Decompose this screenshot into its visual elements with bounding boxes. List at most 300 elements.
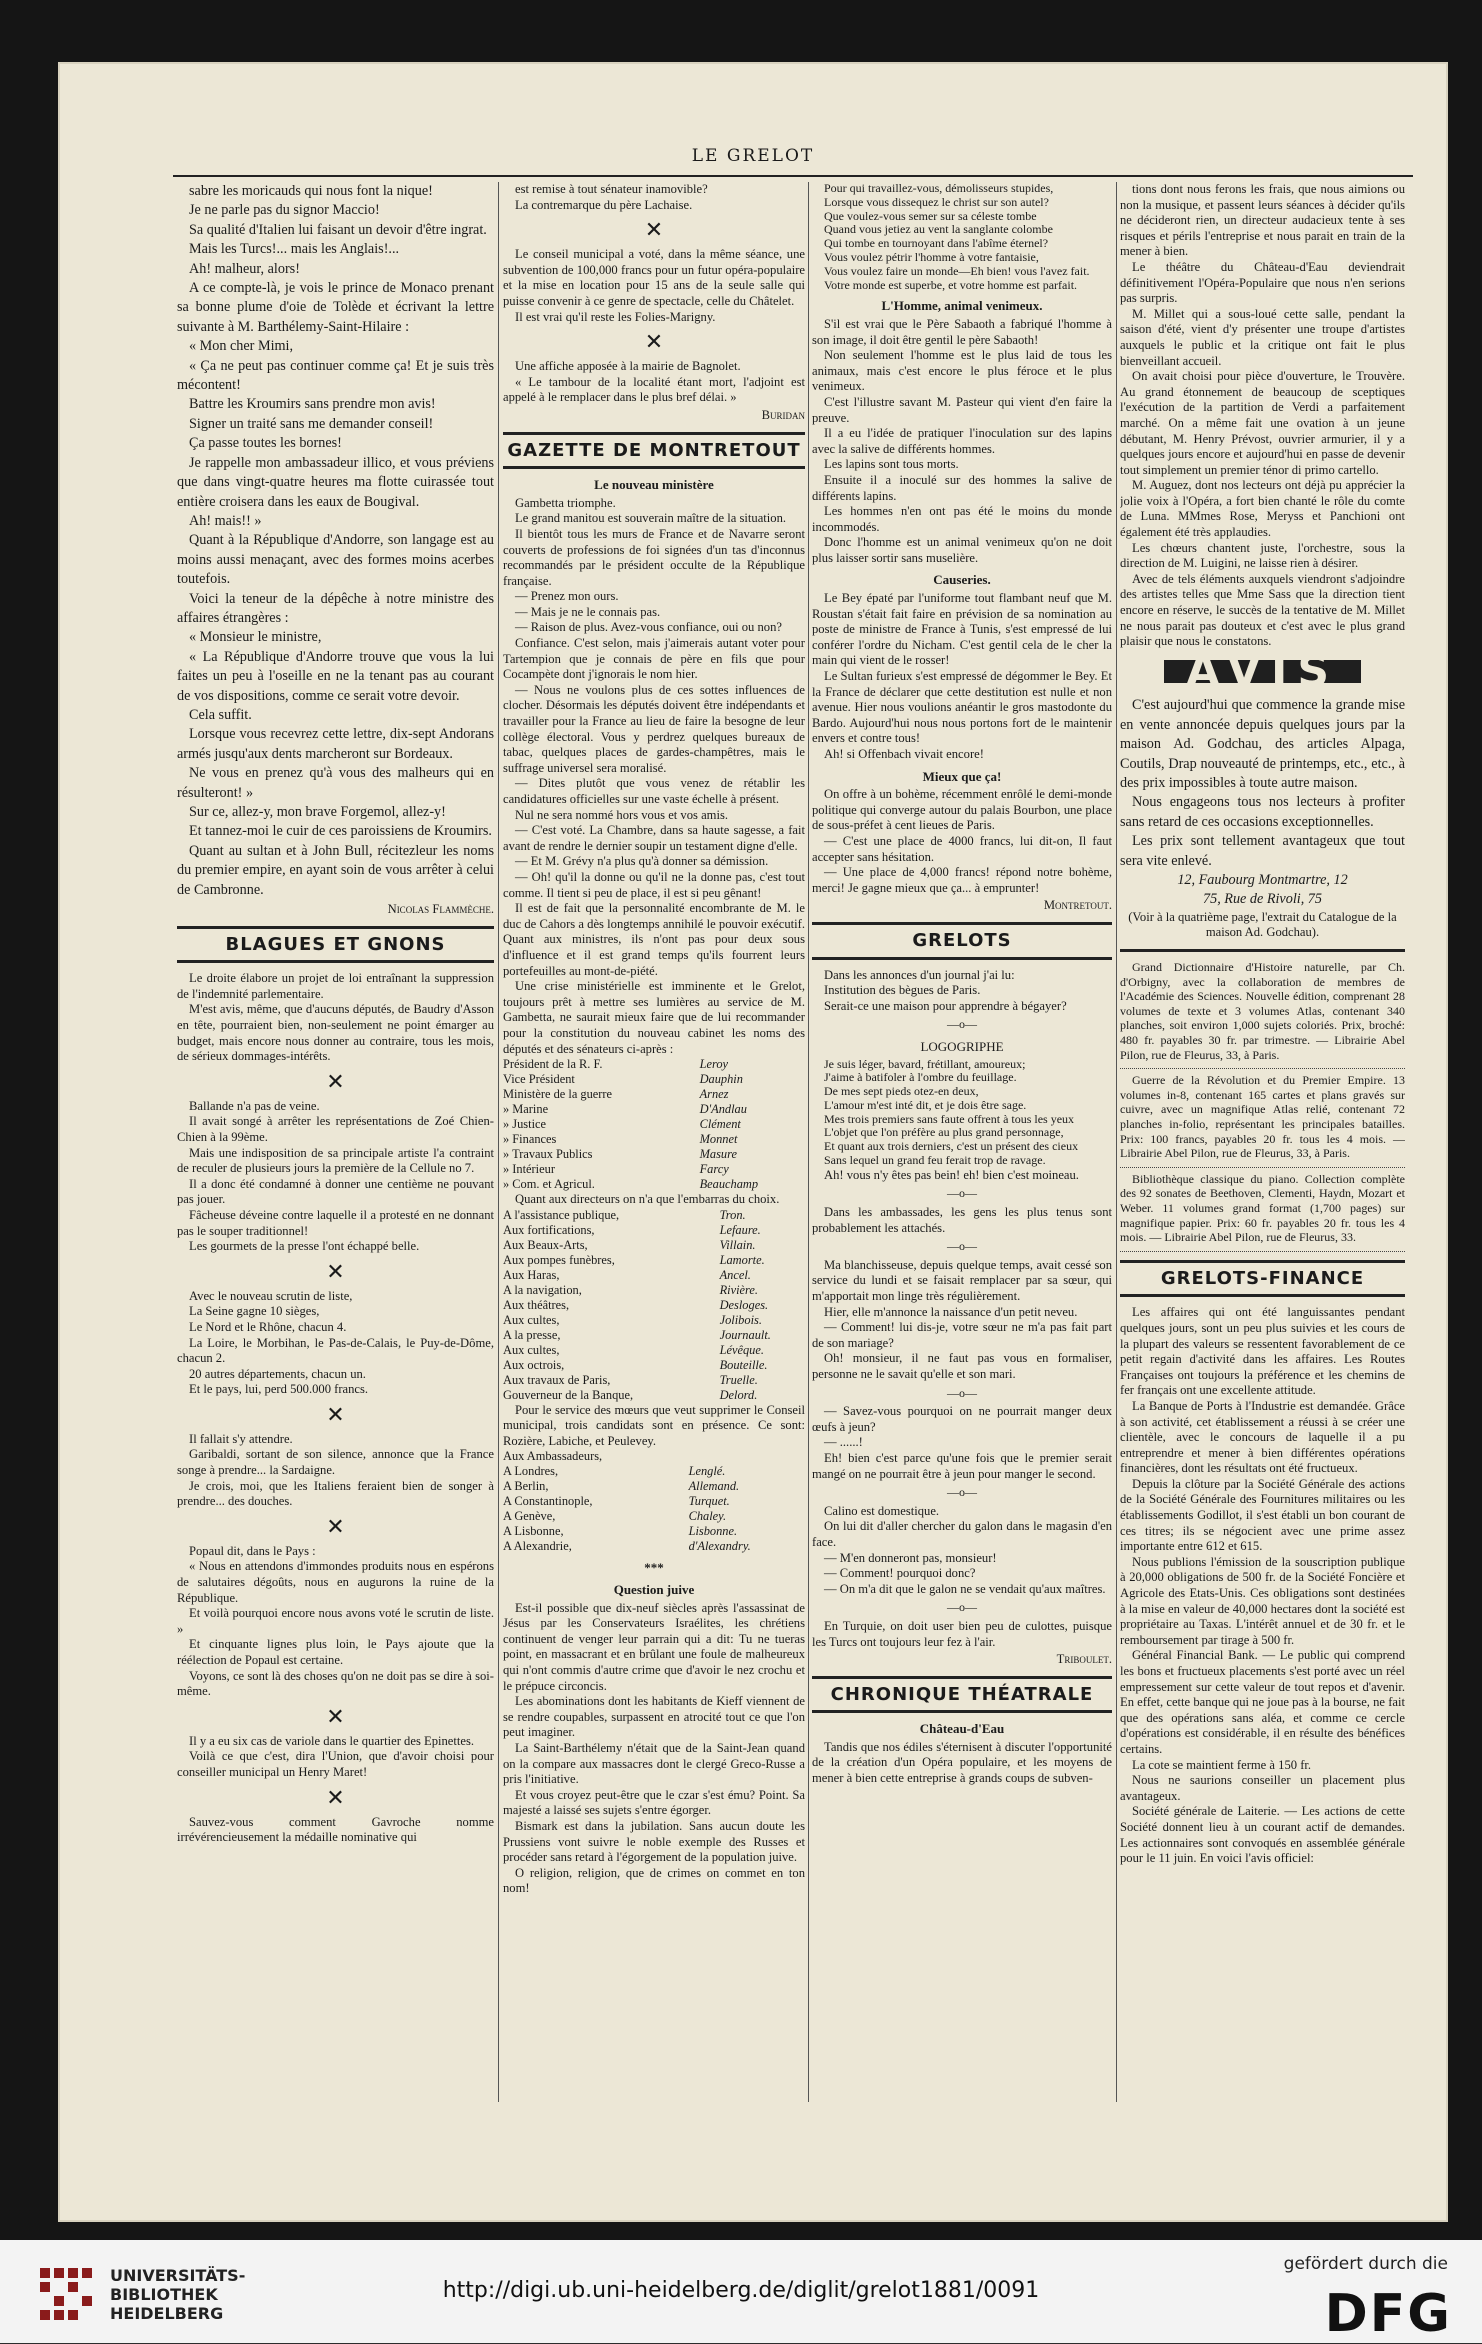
- list-name: Clément: [699, 1117, 741, 1132]
- separator-cross: ✕: [326, 1784, 345, 1810]
- avis-address: 12, Faubourg Montmartre, 12: [1177, 872, 1348, 889]
- paragraph: M. Auguez, dont nos lecteurs ont déjà pu apprécier la jolie voix à l'Opéra, a fort bien chanté le rôle du comte de Luna. MMmes Rose, Meryss et Panchioni ont également été très applaudies.: [1120, 478, 1405, 540]
- blague: [177, 1099, 494, 1255]
- separator: —o—: [947, 1485, 977, 1500]
- paragraph: Et quant aux trois derniers, c'est un présent des cieux: [824, 1139, 1079, 1154]
- header-rule: [173, 175, 1413, 177]
- paragraph: — Comment! lui dis-je, votre sœur ne m'a pas fait part de son mariage?: [812, 1320, 1112, 1350]
- list-name: [689, 1449, 805, 1464]
- list-row: [503, 1313, 805, 1328]
- paragraph: Popaul dit, dans le Pays :: [189, 1543, 316, 1558]
- paragraph: Les chœurs chantent juste, l'orchestre, sous la direction de M. Luigini, ne laisse rien à désirer.: [1120, 540, 1405, 571]
- subheading: LOGOGRIPHE: [920, 1038, 1004, 1054]
- subheading: Château-d'Eau: [919, 1721, 1005, 1737]
- book-ad: Grand Dictionnaire d'Histoire naturelle, par Ch. d'Orbigny, avec la collaboration de membres de l'Académie des Sciences. Nouvelle édition, comprenant 28 volumes de texte et 3 volumes Atlas, contenant 340 planches, soit environ 1,000 sujets coloriés. Prix, broché: 480 fr. payables 30 fr. par trimestre. — Librairie Abel Pilon, rue de Fleurus, 33, à Paris.: [1120, 960, 1405, 1062]
- subheading: Mieux que ça!: [922, 768, 1002, 784]
- paragraph: Il est vrai qu'il reste les Folies-Marigny.: [515, 309, 716, 324]
- paragraph: « Nous en attendons d'immondes produits nous en espérons de salutaires dégoûts, nous en augurons la ruine de la République.: [177, 1559, 494, 1605]
- list-role: » Travaux Publics: [503, 1147, 593, 1162]
- paragraph: Une crise ministérielle est imminente et le Grelot, toujours prêt à mettre ses lumières au service de M. Gambetta, ne saurait mieux faire que de lui recommander pour la constitution du nouveau cabinet les noms des députés et des sénateurs ci-après :: [503, 979, 805, 1056]
- list-role: Aux travaux de Paris,: [503, 1372, 611, 1387]
- paragraph: — M'en donneront pas, monsieur!: [824, 1550, 997, 1565]
- list-row: [503, 1283, 805, 1298]
- list-role: A l'assistance publique,: [503, 1207, 620, 1222]
- list-role: Aux octrois,: [503, 1357, 565, 1372]
- list-row: [503, 1162, 805, 1177]
- paragraph: Je rappelle mon ambassadeur illico, et vous préviens que dans vingt-quatre heures ma flotte cuirassée tout entière croisera dans les eaux de Bougival.: [177, 454, 494, 510]
- list-role: Aux Haras,: [503, 1267, 560, 1282]
- paragraph: Serait-ce une maison pour apprendre à bégayer?: [824, 998, 1067, 1013]
- blague: [503, 359, 805, 406]
- paragraph: — C'est une place de 4000 francs, lui dit-on, Il faut accepter sans hésitation.: [812, 833, 1112, 864]
- paragraph: Sa qualité d'Italien lui faisant un devoir d'être ingrat.: [189, 221, 487, 238]
- paragraph: « Ça ne peut pas continuer comme ça! Et je suis très mécontent!: [177, 357, 494, 394]
- avis-text: [1120, 696, 1405, 871]
- list-name: Truelle.: [719, 1372, 758, 1387]
- list-name: Journault.: [719, 1327, 771, 1342]
- list-name: D'Andlau: [699, 1102, 747, 1117]
- list-row: [503, 1072, 805, 1087]
- list-role: A Londres,: [503, 1464, 559, 1479]
- paragraph: Société générale de Laiterie. — Les actions de cette Société donnent lieu à un courant actif de demandes. Les actionnaires sont convoqués en assemblée générale pour le 11 juin. En voici l'avis officiel:: [1120, 1804, 1405, 1866]
- paragraph: Dans les annonces d'un journal j'ai lu:: [824, 967, 1015, 982]
- section-title-gazette: GAZETTE DE MONTRETOUT: [503, 432, 805, 470]
- list-row: [503, 1177, 805, 1192]
- paragraph: Le Nord et le Rhône, chacun 4.: [189, 1319, 347, 1334]
- paragraph: On avait choisi pour pièce d'ouverture, le Trouvère. Au grand étonnement de beaucoup de sceptiques l'exécution de la partition de Verdi a parfaitement marché. On a même fait une ovation à un jeune débutant, M. Henry Prévost, ouvrier armurier, il y a quelques jours encore et aujourd'hui en passe de devenir tout simplement un premier ténor di primo cartello.: [1120, 369, 1405, 477]
- column-1: [177, 182, 494, 2102]
- paragraph: Nous engageons tous nos lecteurs à profiter sans retard de ces occasions exceptionnelles.: [1120, 794, 1405, 830]
- paragraph: Est-il possible que dix-neuf siècles après l'assassinat de Jésus par les Conservateurs Israélites, les chrétiens continuent de venger leur parrain qui a dit: Tu ne tueras point, en massacrant et en brûlant une foule de malheureux qui n'ont commis d'autre crime que d'avoir le nez crochu et le prépuce circoncis.: [503, 1600, 805, 1693]
- paragraph: « Le tambour de la localité étant mort, l'adjoint est appelé à le remplacer dans le plus bref délai. »: [503, 374, 805, 405]
- list-role: A Genève,: [503, 1509, 556, 1524]
- paragraph: La cote se maintient ferme à 150 fr.: [1132, 1757, 1312, 1772]
- list-row: [503, 1464, 805, 1479]
- paragraph: Nul ne sera nommé hors vous et vos amis.: [515, 807, 729, 822]
- book-ad: Bibliothèque classique du piano. Collection complète des 92 sonates de Beethoven, Clementi, Haydn, Mozart et Weber. 11 volumes grand format (1,700 pages) sur magnifique papier. Prix: 60 fr. payables 20 fr. tous les 4 mois. — Librairie Abel Pilon, rue de Fleurus, 33.: [1120, 1171, 1405, 1245]
- blague: [503, 247, 805, 325]
- grelot: [812, 968, 1112, 1015]
- separator: —o—: [947, 1385, 977, 1400]
- paragraph: Ne vous en prenez qu'à vous des malheurs qui en résulteront! »: [177, 765, 494, 801]
- avis-title: AVIS: [1164, 660, 1361, 684]
- list-name: Ancel.: [719, 1267, 751, 1282]
- section-title-chronique: CHRONIQUE THÉATRALE: [812, 1676, 1112, 1714]
- list-name: Lévêque.: [719, 1342, 764, 1357]
- article-chateau-deau: [812, 1740, 1112, 1787]
- paragraph: Non seulement l'homme est le plus laid de tous les animaux, mais c'est encore le plus féroce et le plus venimeux.: [812, 348, 1112, 394]
- grelot: [812, 1404, 1112, 1482]
- signature: Triboulet.: [1056, 1652, 1112, 1667]
- paragraph: L'objet que l'on préfère au plus grand personnage,: [824, 1125, 1064, 1140]
- paragraph: Gambetta triomphe.: [515, 495, 616, 510]
- list-name: Masure: [699, 1147, 737, 1162]
- paragraph: Le Bey épaté par l'uniforme tout flambant neuf que M. Roustan s'était fait faire en prévision de sa nomination au poste de ministre de France à Tunis, s'est empressé de lui conférer l'ordre du Nicham. C'est gentil cela de le cher la main qui vient de le rosser!: [812, 591, 1112, 668]
- paragraph: Ma blanchisseuse, depuis quelque temps, avait cessé son service du lundi et se faisait remplacer par sa sœur, qui m'apportait mon linge très régulièrement.: [812, 1257, 1112, 1304]
- logogriphe: [812, 1058, 1112, 1168]
- paragraph: Avec de tels éléments auxquels viendront s'adjoindre des artistes telles que Mme Sass que la direction tient encore en réserve, le succès de la tentative de M. Millet ne nous parait pas douteux et c'est avec le plus grand plaisir que nous le constatons.: [1120, 571, 1405, 649]
- paragraph: Qui tombe en tournoyant dans l'abîme éternel?: [824, 236, 1049, 251]
- column-rule: [1116, 182, 1117, 2102]
- paragraph: « Mon cher Mimi,: [189, 338, 294, 355]
- list-name: Farcy: [699, 1162, 729, 1177]
- library-line: HEIDELBERG: [110, 2304, 224, 2323]
- list-name: Chaley.: [688, 1509, 727, 1524]
- paragraph: — Raison de plus. Avez-vous confiance, oui ou non?: [515, 620, 782, 635]
- list-row: [503, 1057, 805, 1072]
- stars: ***: [644, 1560, 664, 1576]
- paragraph: Ballande n'a pas de veine.: [189, 1098, 320, 1113]
- paragraph: Voilà ce que c'est, dira l'Union, que d'avoir choisi pour conseiller municipal un Henry Maret!: [177, 1749, 494, 1779]
- section-title-blagues: BLAGUES ET GNONS: [177, 926, 494, 964]
- paragraph: Mais une indisposition de sa principale artiste l'a contraint de reculer de plusieurs jours la première de la Cellule no 7.: [177, 1145, 494, 1176]
- paragraph: Pour qui travaillez-vous, démolisseurs stupides,: [824, 182, 1054, 195]
- paragraph: Avec le nouveau scrutin de liste,: [189, 1288, 353, 1303]
- list-name: Delord.: [719, 1387, 758, 1402]
- paragraph: Institution des bègues de Paris.: [824, 983, 981, 998]
- dfg-logo: DFG: [1324, 2284, 1452, 2344]
- grelot: [812, 1168, 1112, 1184]
- paragraph: Les affaires qui ont été languissantes pendant quelques jours, sont un peu plus suivies et les cours de la plupart des valeurs se ressentent favorablement de ce petit regain d'activité dans les affaires. Les Routes Françaises ont toujours la préférence et les chemins de fer français ont une excellente attitude.: [1120, 1305, 1405, 1398]
- paragraph: Et le pays, lui, perd 500.000 francs.: [189, 1382, 369, 1397]
- list-role: Aux fortifications,: [503, 1222, 595, 1237]
- paragraph: Le droite élabore un projet de loi entraînant la suppression de l'indemnité parlementaire.: [177, 971, 494, 1001]
- paragraph: En Turquie, on doit user bien peu de culottes, puisque les Turcs ont toujours leur fez à l'air.: [812, 1618, 1112, 1649]
- signature: Buridan: [761, 407, 805, 422]
- list-role: A la navigation,: [503, 1282, 582, 1297]
- paragraph: La contremarque du père Lachaise.: [515, 197, 693, 212]
- paragraph: Le Sultan furieux s'est empressé de dégommer le Bey. Et la France de déclarer que cette destitution est nulle et non avenue. Hier nous voulions anéantir le gros mastodonte du Bardo. Aujourd'hui nous nous portons fort de le maintenir envers et contre tous!: [812, 669, 1112, 746]
- separator-cross: ✕: [326, 1513, 345, 1539]
- column-2: [503, 182, 805, 2102]
- paragraph: Oh! monsieur, il ne faut pas vous en formaliser, personne ne le savait qu'elle et son mari.: [812, 1351, 1112, 1381]
- footer-bar: [0, 2240, 1482, 2343]
- article-homme: [812, 317, 1112, 567]
- section-title-grelots: GRELOTS: [812, 922, 1112, 960]
- paragraph: J'aime à batifoler à l'ombre du feuillage.: [824, 1070, 1017, 1085]
- paragraph: La Seine gagne 10 sièges,: [189, 1304, 320, 1319]
- list-role: A Berlin,: [503, 1479, 549, 1494]
- list-name: Arnez: [699, 1087, 729, 1102]
- paragraph: Cela suffit.: [189, 706, 252, 723]
- paragraph: Hier, elle m'annonce la naissance d'un petit neveu.: [824, 1304, 1078, 1319]
- avis-note: (Voir à la quatrième page, l'extrait du Catalogue de la maison Ad. Godchau).: [1128, 909, 1397, 940]
- list-name: Rivière.: [719, 1282, 759, 1297]
- list-row: [503, 1449, 805, 1464]
- list-row: [503, 1373, 805, 1388]
- list-role: A la presse,: [503, 1327, 561, 1342]
- paragraph: S'il est vrai que le Père Sabaoth a fabriqué l'homme à son image, il doit être gentil le père Sabaoth!: [812, 316, 1112, 347]
- paragraph: — Savez-vous pourquoi on ne pourrait manger deux œufs à jeun?: [812, 1404, 1112, 1434]
- paragraph: Il fallait s'y attendre.: [189, 1431, 293, 1446]
- list-role: Aux cultes,: [503, 1312, 560, 1327]
- avis-box: [1120, 696, 1405, 952]
- list-row: [503, 1238, 805, 1253]
- list-role: » Finances: [503, 1132, 557, 1147]
- separator-cross: ✕: [326, 1703, 345, 1729]
- paragraph: Pour le service des mœurs que veut supprimer le Conseil municipal, trois candidats sont en présence. Ce sont: Rozière, Labiche, et Peulevey.: [503, 1402, 805, 1448]
- subheading: Le nouveau ministère: [594, 477, 714, 493]
- paragraph: Lorsque vous dissequez le christ sur son autel?: [824, 194, 1049, 209]
- poem: [812, 182, 1112, 292]
- paragraph: Les lapins sont tous morts.: [824, 457, 959, 472]
- paragraph: Quant à la République d'Andorre, son langage est au moins aussi menaçant, avec des formes moins acerbes toutefois.: [177, 532, 494, 588]
- list-name: Dauphin: [699, 1072, 743, 1087]
- paragraph: Et cinquante lignes plus loin, le Pays ajoute que la réélection de Popaul est certaine.: [177, 1637, 494, 1667]
- paragraph: — Et M. Grévy n'a plus qu'à donner sa démission.: [515, 854, 769, 869]
- column-3: [812, 182, 1112, 2102]
- paragraph: Le théâtre du Château-d'Eau deviendrait définitivement l'Opéra-Populaire que nous n'en serions pas surpris.: [1120, 259, 1405, 306]
- paragraph: Une affiche apposée à la mairie de Bagnolet.: [515, 359, 741, 374]
- separator-cross: ✕: [326, 1401, 345, 1427]
- ad-divider: [1120, 1068, 1405, 1069]
- list-row: [503, 1268, 805, 1283]
- list-row: [503, 1253, 805, 1268]
- list-name: Bouteille.: [719, 1357, 768, 1372]
- paragraph: — ......!: [824, 1435, 863, 1450]
- running-header: LE GRELOT: [691, 146, 815, 166]
- list-row: [503, 1132, 805, 1147]
- list-row: [503, 1494, 805, 1509]
- paragraph: Sauvez-vous comment Gavroche nomme irrévérencieusement la médaille nominative qui: [177, 1814, 494, 1845]
- paragraph: — Nous ne voulons plus de ces sottes influences de clocher. Désormais les députés doivent être indépendants et travailler pour la France au lieu de faire la besogne de leur collège électoral. Vous y perdrez quelques bureaux de tabac, quelques places de gardes-champêtres, mais le suffrage universel sera moralisé.: [503, 682, 805, 775]
- paragraph: La Banque de Ports à l'Industrie est demandée. Grâce à son activité, cet établissement a réussi à se créer une clientèle, avec le concours de laquelle il a pu entreprendre et mener à bien différentes opérations financières, dont les résultats ont été fructueux.: [1120, 1398, 1405, 1476]
- paragraph: Il est de fait que la personnalité encombrante de M. le duc de Cahors a dès longtemps annihilé le pouvoir exécutif. Quant aux ministres, ils n'ont pas pour deux sous d'influence et il est grand temps qu'ils fourrent leurs portefeuilles au mont-de-piété.: [503, 901, 805, 978]
- column-4: [1120, 182, 1405, 2102]
- paragraph: C'est aujourd'hui que commence la grande mise en vente annoncée depuis quelques jours par la maison Ad. Godchau, des articles Alpaga, Coutils, Drap nouveauté de printemps, etc., etc., à des prix impossibles à toute autre maison.: [1120, 697, 1405, 792]
- list-role: » Intérieur: [503, 1162, 555, 1177]
- grelot: [812, 1504, 1112, 1598]
- list-role: Vice Président: [503, 1072, 575, 1087]
- library-line: BIBLIOTHEK: [110, 2285, 218, 2304]
- ad-divider: [1120, 1251, 1405, 1252]
- paragraph: sabre les moricauds qui nous font la nique!: [189, 183, 433, 199]
- list-row: [503, 1102, 805, 1117]
- permalink[interactable]: http://digi.ub.uni-heidelberg.de/diglit/grelot1881/0091: [442, 2278, 1040, 2303]
- paragraph: Sans lequel un grand feu ferait trop de ravage.: [824, 1153, 1046, 1168]
- list-role: Président de la R. F.: [503, 1057, 603, 1072]
- paragraph: — Comment! pourquoi donc?: [824, 1566, 976, 1581]
- newspaper-page: [58, 62, 1448, 2222]
- paragraph: Nous publions l'émission de la souscription publique à 20,000 obligations de 500 fr. de la Société Foncière et Agricole des Etats-Unis. Ces obligations sont destinées à la mise en valeur de 40,000 hectares dont la société est propriétaire au Taxas. L'intérêt annuel et de 30 fr. et le remboursement par tirage à 500 fr.: [1120, 1554, 1405, 1647]
- article-causeries: [812, 591, 1112, 763]
- library-line: UNIVERSITÄTS-: [110, 2266, 246, 2285]
- paragraph: — On m'a dit que le galon ne se vendait qu'aux maîtres.: [824, 1581, 1106, 1596]
- paragraph: — Oh! qu'il la donne ou qu'il ne la donne pas, c'est tout comme. Il tient si peu de place, il est si peu gênant!: [503, 869, 805, 900]
- separator-cross: ✕: [326, 1068, 345, 1094]
- list-role: A Alexandrie,: [503, 1539, 572, 1554]
- list-row: [503, 1147, 805, 1162]
- section-title-finance: GRELOTS-FINANCE: [1120, 1260, 1405, 1298]
- grelot: [812, 1258, 1112, 1383]
- list-name: Tron.: [719, 1207, 746, 1222]
- paragraph: Et vous croyez peut-être que le czar s'est ému? Point. Sa majesté a laissé ses sujets s'entre égorger.: [503, 1787, 805, 1818]
- list-name: Beauchamp: [699, 1177, 759, 1192]
- article-flammeche: [177, 182, 494, 900]
- list-row: [503, 1358, 805, 1373]
- paragraph: De mes sept pieds otez-en deux,: [824, 1084, 979, 1099]
- blague: [177, 1544, 494, 1700]
- article-chateau-deau-cont: [1120, 182, 1405, 650]
- paragraph: M'est avis, même, que d'aucuns députés, de Baudry d'Asson en tête, pourraient bien, non-seulement ne point émarger au budget, mais encore nous donner au contraire, tous les mois, de sérieux dommages-intérêts.: [177, 1002, 494, 1064]
- blague: [177, 1289, 494, 1398]
- paragraph: 20 autres départements, chacun un.: [189, 1366, 366, 1381]
- avis-address: 75, Rue de Rivoli, 75: [1203, 891, 1322, 908]
- list-role: » Marine: [503, 1102, 549, 1117]
- blague: [177, 1815, 494, 1846]
- subheading: L'Homme, animal venimeux.: [881, 298, 1043, 314]
- paragraph: « La République d'Andorre trouve que vous la lui faites un peu à l'oseille en ne la tenant pas au courant de vos dispositions, comme ce serait votre devoir.: [177, 648, 494, 704]
- directors-list: [503, 1208, 805, 1403]
- paragraph: Ah! vous n'y êtes pas bein! eh! bien c'est moineau.: [824, 1167, 1079, 1182]
- paragraph: Que voulez-vous semer sur sa céleste tombe: [824, 208, 1037, 223]
- paragraph: Les hommes n'en ont pas été le moins du monde incommodés.: [812, 504, 1112, 534]
- list-name: d'Alexandry.: [688, 1539, 751, 1554]
- subheading: Question juive: [613, 1582, 695, 1598]
- list-row: [503, 1524, 805, 1539]
- paragraph: Vous voulez pétrir l'homme à votre fantaisie,: [824, 249, 1039, 264]
- paragraph: Il a eu l'idée de pratiquer l'inoculation sur des lapins avec la salive de différents hommes.: [812, 426, 1112, 456]
- paragraph: — Une place de 4,000 francs! répond notre bohème, merci! Je gagne mieux que ça... à emprunter!: [812, 865, 1112, 895]
- paragraph: Donc l'homme est un animal venimeux qu'on ne doit plus laisser sortir sans muselière.: [812, 535, 1112, 565]
- paragraph: Mais les Turcs!... mais les Anglais!...: [189, 241, 400, 258]
- list-row: [503, 1509, 805, 1524]
- paragraph: Battre les Kroumirs sans prendre mon avis!: [189, 396, 436, 413]
- paragraph: Il avait songé à arrêter les représentations de Zoé Chien-Chien à la 99ème.: [177, 1114, 494, 1144]
- paragraph: Les gourmets de la presse l'ont échappé belle.: [189, 1239, 420, 1254]
- list-row: [503, 1223, 805, 1238]
- list-name: Lisbonne.: [688, 1524, 738, 1539]
- paragraph: — Prenez mon ours.: [515, 589, 619, 604]
- paragraph: Depuis la clôture par la Société Générale des actions de la Société Générale des Fournitures militaires ou les établissements Godillot, il s'est établi un bon courant de ces titres; ils se négocient avec une prime assez importante entre 612 et 615.: [1120, 1476, 1405, 1554]
- paragraph: La Saint-Barthélemy n'était que de la Saint-Jean quand on la compare aux massacres dont le clergé Greco-Russe a pris l'initiative.: [503, 1741, 805, 1787]
- list-role: A Constantinople,: [503, 1494, 593, 1509]
- ad-divider: [1120, 1167, 1405, 1168]
- list-name: Desloges.: [719, 1297, 769, 1312]
- paragraph: Je crois, moi, que les Italiens feraient bien de songer à prendre... des douches.: [177, 1478, 494, 1509]
- book-ads: [1120, 960, 1405, 1252]
- paragraph: Dans les ambassades, les gens les plus tenus sont probablement les attachés.: [812, 1205, 1112, 1235]
- paragraph: Ah! malheur, alors!: [189, 260, 300, 277]
- list-name: Monnet: [699, 1132, 738, 1147]
- paragraph: Voici la teneur de la dépêche à notre ministre des affaires étrangères :: [177, 590, 494, 626]
- paragraph: tions dont nous ferons les frais, que nous aimions ou non la musique, et passent leurs séances à décider qu'ils ne décideront rien, un directeur audacieux tente à ses risques et périls l'entreprise et nous parait en train de la mener à bien.: [1120, 182, 1405, 259]
- paragraph: Ah! mais!! »: [189, 512, 262, 529]
- list-name: Lamorte.: [719, 1252, 765, 1267]
- separator: —o—: [947, 1186, 977, 1201]
- list-row: [503, 1343, 805, 1358]
- list-role: A Lisbonne,: [503, 1524, 564, 1539]
- paragraph: Quand vous jetiez au vent la sanglante colombe: [824, 222, 1053, 237]
- paragraph: « Monsieur le ministre,: [189, 629, 322, 646]
- list-name: Allemand.: [688, 1479, 740, 1494]
- paragraph: [503, 1403, 805, 1450]
- paragraph: Vous voulez faire un monde—Eh bien! vous l'avez fait.: [824, 263, 1090, 278]
- paragraph: Voyons, ce sont là des choses qu'on ne doit pas se dire à soi-même.: [177, 1668, 494, 1699]
- list-role: Aux pompes funèbres,: [503, 1252, 615, 1267]
- list-name: Leroy: [699, 1057, 729, 1072]
- separator: —o—: [947, 1239, 977, 1254]
- blague: [177, 1734, 494, 1781]
- separator-cross: ✕: [326, 1258, 345, 1284]
- paragraph: Il bientôt tous les murs de France et de Navarre seront couverts de professions de foi signées d'un tas d'inconnus recommandés par le président occulte de la République française.: [503, 526, 805, 588]
- paragraph: On lui dit d'aller chercher du galon dans le magasin d'en face.: [812, 1519, 1112, 1549]
- paragraph: C'est l'illustre savant M. Pasteur qui vient d'en faire la preuve.: [812, 394, 1112, 425]
- paragraph: Et tannez-moi le cuir de ces paroissiens de Kroumirs.: [189, 823, 492, 840]
- paragraph: Général Financial Bank. — Le public qui comprend les bons et fructueux placements s'est porté avec un réel empressement sur cette valeur de tout repos et d'avenir. En effet, cette banque qui ne joue pas à la bourse, ne fait que des opérations sans aléa, et comme ce cercle d'opérations est considérable, il en résulte des bénéfices certains.: [1120, 1648, 1405, 1756]
- list-name: Lenglé.: [688, 1464, 726, 1479]
- paragraph: L'amour m'est inté dit, et je dois être sage.: [824, 1097, 1027, 1112]
- paragraph: Et voilà pourquoi encore nous avons voté le scrutin de liste. »: [177, 1606, 494, 1636]
- paragraph: Ah! si Offenbach vivait encore!: [824, 747, 984, 761]
- column-rule: [498, 182, 499, 2102]
- blague: [503, 182, 805, 213]
- paragraph: [503, 1192, 805, 1208]
- article-ministere: [503, 496, 805, 1057]
- list-role: Gouverneur de la Banque,: [503, 1387, 634, 1402]
- paragraph: Il a donc été condamné à donner une centième ne pouvant pas jouer.: [177, 1176, 494, 1207]
- paragraph: — C'est voté. La Chambre, dans sa haute sagesse, a fait avant de rendre le dernier soupir un testament digne d'elle.: [503, 823, 805, 853]
- paragraph: Ça passe toutes les bornes!: [189, 435, 342, 452]
- avis-banner: [1120, 645, 1405, 697]
- paragraph: Votre monde est superbe, et votre homme est parfait.: [824, 277, 1078, 292]
- list-row: [503, 1388, 805, 1403]
- paragraph: Bismark est dans la jubilation. Sans aucun doute les Prussiens vont suivre le noble exemple des Russes et procéder sans retard à l'égorgement de la population juive.: [503, 1818, 805, 1865]
- list-row: [503, 1117, 805, 1132]
- paragraph: Tandis que nos édiles s'éternisent à discuter l'opportunité de la création d'un Opéra populaire, et les moyens de mener à bien cette entreprise à grands coups de subven-: [812, 1739, 1112, 1786]
- blague: [177, 1432, 494, 1510]
- list-role: Aux Ambassadeurs,: [503, 1449, 603, 1464]
- list-role: Aux théâtres,: [503, 1297, 570, 1312]
- paragraph: Quant aux directeurs on n'a que l'embarras du choix.: [515, 1192, 780, 1207]
- paragraph: A ce compte-là, je vois le prince de Monaco prenant sa bonne plume d'oie de Tolède et écrivant la lettre suivante à M. Barthélemy-Saint-Hilaire :: [177, 280, 494, 335]
- blague: [177, 971, 494, 1065]
- paragraph: Le grand manitou est souverain maître de la situation.: [515, 511, 787, 526]
- paragraph: Confiance. C'est selon, mais j'aimerais autant voter pour Tartempion que je connais de père en fils que pour Cocampète dont j'ignorais le nom hier.: [503, 636, 805, 682]
- list-role: » Com. et Agricul.: [503, 1177, 595, 1192]
- paragraph: Eh! bien c'est parce qu'une fois que le premier serait mangé on ne pourrait être à jeun pour manger le second.: [812, 1450, 1112, 1481]
- list-row: [503, 1087, 805, 1102]
- paragraph: On offre à un bohème, récemment enrôlé le demi-monde politique qui converge autour du palais Bourbon, une place de sous-préfet à cent lieues de Paris.: [812, 787, 1112, 833]
- list-role: » Justice: [503, 1117, 547, 1132]
- paragraph: Je suis léger, bavard, frétillant, amoureux;: [824, 1056, 1026, 1071]
- list-name: Jolibois.: [719, 1312, 762, 1327]
- separator: —o—: [947, 1600, 977, 1615]
- grelot: [812, 1205, 1112, 1236]
- paragraph: Fâcheuse déveine contre laquelle il a protesté en ne donnant pas le souper traditionnel!: [177, 1207, 494, 1238]
- paragraph: — Mais je ne le connais pas.: [515, 604, 661, 619]
- paragraph: M. Millet qui a sous-loué cette salle, pendant la saison d'été, vient d'y présenter une troupe d'artistes auxquels le public et la critique ont fait le plus bienveillant accueil.: [1120, 306, 1405, 368]
- paragraph: Ensuite il a inoculé sur des hommes la salive de différents lapins.: [812, 472, 1112, 503]
- separator-cross: ✕: [644, 329, 664, 355]
- book-ad: Guerre de la Révolution et du Premier Empire. 13 volumes in-8, contenant 165 cartes et plans gravés sur cuivre, avec un magnifique Atlas relié, contenant 72 planches in-folio, représentant les principales batailles. Prix: 100 francs, payables 20 fr. tous les 4 mois. — Librairie Abel Pilon, rue de Fleurus, 33, à Paris.: [1120, 1073, 1405, 1161]
- signature: Nicolas Flammèche.: [387, 902, 494, 917]
- list-role: Aux Beaux-Arts,: [503, 1237, 588, 1252]
- paragraph: Garibaldi, sortant de son silence, annonce que la France songe à prendre... la Sardaigne.: [177, 1447, 494, 1478]
- paragraph: Je ne parle pas du signor Maccio!: [189, 202, 380, 219]
- paragraph: Signer un traité sans me demander conseil!: [189, 415, 434, 432]
- dfg-caption: gefördert durch die: [1283, 2254, 1448, 2274]
- list-row: [503, 1539, 805, 1554]
- list-name: Turquet.: [688, 1494, 730, 1509]
- list-row: [503, 1298, 805, 1313]
- paragraph: La Loire, le Morbihan, le Pas-de-Calais, le Puy-de-Dôme, chacun 2.: [177, 1335, 494, 1366]
- finance-text: [1120, 1305, 1405, 1866]
- column-rule: [808, 182, 809, 2102]
- paragraph: Il y a eu six cas de variole dans le quartier des Epinettes.: [189, 1733, 475, 1748]
- list-name: Lefaure.: [719, 1222, 761, 1237]
- paragraph: Les abominations dont les habitants de Kieff viennent de se rendre coupables, surpassent en atrocité tout ce que l'on peut imaginer.: [503, 1694, 805, 1740]
